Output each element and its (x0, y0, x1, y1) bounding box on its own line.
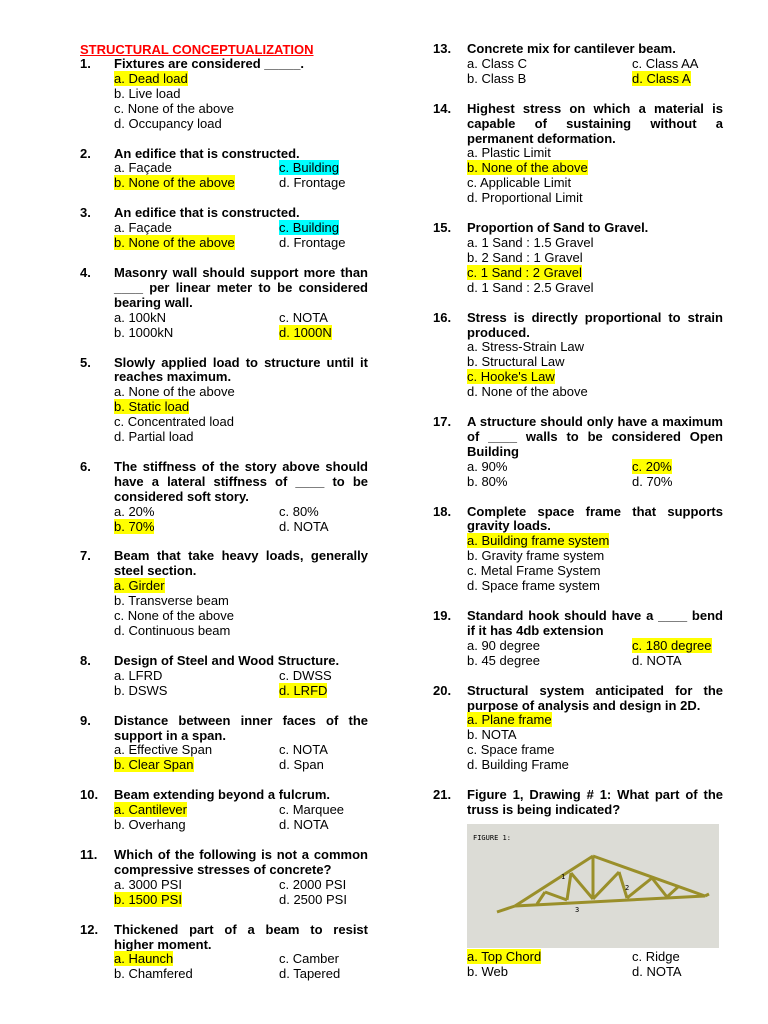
answer-choice (279, 743, 368, 758)
answer-choice (114, 878, 279, 893)
question-item (433, 684, 723, 773)
question-item (80, 266, 368, 341)
choice-list (114, 669, 368, 699)
choice-list (467, 639, 723, 669)
choice-text: a. 90 degree (467, 637, 541, 653)
question-stem: Highest stress on which a material is capable of sustaining without a permanent deformation. (467, 100, 723, 146)
choice-text: d. 1 Sand : 2.5 Gravel (467, 279, 594, 295)
question-stem: Stress is directly proportional to strain produced. (467, 309, 723, 340)
choice-text: c. 2000 PSI (279, 876, 347, 892)
answer-choice (632, 965, 723, 980)
truss-member (705, 894, 709, 896)
answer-choice (467, 355, 723, 370)
choice-text: a. 3000 PSI (114, 876, 182, 892)
answer-choice-highlighted (114, 952, 279, 967)
answer-choice-highlighted (114, 758, 279, 773)
answer-choice (279, 311, 368, 326)
choice-text: b. Class B (467, 70, 527, 86)
question-number: 17. (433, 414, 452, 430)
truss-member (545, 892, 567, 900)
answer-choice-highlighted (279, 221, 368, 236)
answer-choice (114, 684, 279, 699)
answer-choice-highlighted (114, 176, 279, 191)
answer-choice (114, 430, 368, 445)
choice-text: c. Camber (279, 951, 339, 967)
answer-choice-highlighted (279, 684, 368, 699)
choice-text: b. Chamfered (114, 966, 193, 982)
truss-drawing (467, 824, 719, 948)
left-question-list (80, 57, 368, 982)
answer-choice (114, 818, 279, 833)
question-number: 16. (433, 309, 452, 325)
answer-choice (114, 415, 368, 430)
choice-text: c. DWSS (279, 667, 332, 683)
choice-text: b. None of the above (467, 160, 588, 176)
choice-list (467, 460, 723, 490)
choice-text: b. None of the above (114, 175, 235, 191)
answer-choice (114, 102, 368, 117)
choice-text: c. None of the above (114, 608, 234, 624)
answer-choice-highlighted (279, 161, 368, 176)
answer-choice (467, 549, 723, 564)
question-stem: Beam extending beyond a fulcrum. (114, 787, 330, 803)
choice-text: c. 80% (279, 503, 319, 519)
answer-choice-highlighted (114, 579, 368, 594)
answer-choice (114, 161, 279, 176)
answer-choice-highlighted (114, 520, 279, 535)
answer-choice (467, 475, 632, 490)
choice-text: d. 2500 PSI (279, 891, 347, 907)
answer-choice (467, 176, 723, 191)
question-item (80, 848, 368, 908)
answer-choice (632, 950, 723, 965)
choice-list (114, 161, 368, 191)
question-item (80, 147, 368, 192)
question-stem: Fixtures are considered _____. (114, 56, 305, 71)
answer-choice (467, 460, 632, 475)
question-item (80, 654, 368, 699)
choice-text: d. 70% (632, 473, 673, 489)
choice-text: a. Building frame system (467, 533, 610, 549)
choice-text: d. NOTA (632, 963, 682, 979)
question-number: 14. (433, 100, 452, 116)
choice-text: c. NOTA (279, 742, 328, 758)
question-stem: An edifice that is constructed. (114, 205, 300, 221)
answer-choice (279, 878, 368, 893)
choice-text: b. Gravity frame system (467, 548, 605, 564)
choice-list (114, 803, 368, 833)
question-number: 11. (80, 846, 98, 862)
choice-text: c. Building (279, 160, 339, 176)
answer-choice-highlighted (632, 460, 723, 475)
answer-choice (467, 340, 723, 355)
question-stem: Design of Steel and Wood Structure. (114, 652, 340, 668)
answer-choice (467, 743, 723, 758)
truss-member (515, 856, 593, 906)
choice-text: a. LFRD (114, 667, 163, 683)
truss-figure-image (467, 824, 719, 948)
question-stem: Which of the following is not a common compressive stresses of concrete? (114, 846, 368, 877)
choice-text: c. Ridge (632, 948, 680, 964)
answer-choice (632, 654, 723, 669)
answer-choice (467, 654, 632, 669)
choice-text: a. 20% (114, 503, 155, 519)
choice-text: b. Static load (114, 399, 190, 415)
question-stem: Slowly applied load to structure until it reaches maximum. (114, 354, 368, 385)
question-stem: Beam that take heavy loads, generally steel section. (114, 548, 368, 579)
answer-choice (114, 311, 279, 326)
question-number: 6. (80, 458, 91, 474)
question-item (80, 57, 368, 132)
choice-text: b. 45 degree (467, 652, 541, 668)
question-item (80, 714, 368, 774)
choice-list (467, 236, 723, 296)
choice-text: c. Hooke's Law (467, 369, 555, 385)
choice-text: d. Frontage (279, 175, 346, 191)
choice-list (114, 311, 368, 341)
choice-list (467, 57, 723, 87)
choice-list (467, 713, 723, 773)
answer-choice-highlighted (114, 893, 279, 908)
question-number: 3. (80, 205, 91, 221)
choice-text: d. Continuous beam (114, 623, 231, 638)
question-number: 4. (80, 264, 91, 280)
answer-choice (279, 236, 368, 251)
choice-text: a. Façade (114, 220, 172, 236)
choice-text: a. 90% (467, 458, 508, 474)
choice-text: a. Façade (114, 160, 172, 176)
answer-choice (279, 893, 368, 908)
choice-text: b. 1000kN (114, 324, 174, 340)
choice-list (467, 340, 723, 400)
answer-choice (114, 385, 368, 400)
choice-text: d. None of the above (467, 384, 588, 400)
choice-text: a. Stress-Strain Law (467, 339, 585, 355)
answer-choice-highlighted (114, 72, 368, 87)
question-item (433, 415, 723, 490)
choice-text: b. Transverse beam (114, 593, 229, 609)
question-number: 2. (80, 145, 91, 161)
question-number: 8. (80, 652, 91, 668)
choice-text: b. Structural Law (467, 354, 565, 370)
choice-text: c. NOTA (279, 309, 328, 325)
answer-choice (467, 579, 723, 594)
answer-choice (114, 117, 368, 132)
choice-text: a. Top Chord (467, 948, 542, 964)
answer-choice (279, 758, 368, 773)
answer-choice-highlighted (467, 534, 723, 549)
choice-text: c. Building (279, 220, 339, 236)
choice-text: c. Class AA (632, 55, 699, 71)
question-stem: An edifice that is constructed. (114, 145, 300, 161)
question-number: 15. (433, 220, 452, 236)
choice-text: d. Occupancy load (114, 115, 222, 131)
answer-choice (279, 967, 368, 982)
choice-text: d. Space frame system (467, 578, 600, 594)
question-item (80, 460, 368, 535)
truss-member (567, 873, 571, 900)
choice-text: b. Live load (114, 85, 181, 101)
question-item (433, 42, 723, 87)
answer-choice-highlighted (114, 236, 279, 251)
choice-text: d. LRFD (279, 682, 328, 698)
answer-choice (279, 520, 368, 535)
choice-text: b. None of the above (114, 235, 235, 251)
choice-text: a. Girder (114, 578, 165, 594)
question-number: 18. (433, 503, 452, 519)
choice-text: a. Class C (467, 55, 527, 71)
answer-choice-highlighted (467, 161, 723, 176)
question-number: 19. (433, 608, 452, 623)
question-item (433, 221, 723, 296)
answer-choice (467, 564, 723, 579)
right-column (433, 42, 723, 995)
choice-list (467, 534, 723, 594)
choice-list (114, 743, 368, 773)
answer-choice-highlighted (467, 713, 723, 728)
question-item (80, 356, 368, 445)
truss-member (667, 886, 679, 897)
question-stem: Concrete mix for cantilever beam. (467, 41, 676, 56)
choice-text: b. 1500 PSI (114, 891, 182, 907)
answer-choice (114, 743, 279, 758)
choice-text: d. Tapered (279, 966, 341, 982)
truss-member (515, 896, 705, 906)
truss-member (593, 856, 705, 896)
answer-choice-highlighted (114, 400, 368, 415)
choice-text: d. Partial load (114, 429, 194, 445)
answer-choice (114, 594, 368, 609)
answer-choice (279, 952, 368, 967)
choice-text: c. Space frame (467, 742, 555, 758)
question-stem: A structure should only have a maximum of ____ walls to be considered Open Building (467, 414, 723, 459)
answer-choice (467, 57, 632, 72)
choice-list (114, 221, 368, 251)
answer-choice (467, 72, 632, 87)
choice-text: c. 180 degree (632, 637, 712, 653)
answer-choice (467, 385, 723, 400)
choice-text: d. Span (279, 757, 324, 773)
choice-text: b. DSWS (114, 682, 168, 698)
question-number: 10. (80, 787, 99, 803)
choice-list (114, 72, 368, 132)
answer-choice (467, 758, 723, 773)
figure-label: FIGURE 1: (473, 833, 511, 842)
choice-text: c. 20% (632, 458, 672, 474)
question-item (433, 311, 723, 400)
question-stem: The stiffness of the story above should have a lateral stiffness of ____ to be considered soft story. (114, 458, 368, 504)
choice-text: a. None of the above (114, 384, 235, 400)
answer-choice (114, 87, 368, 102)
answer-choice (114, 505, 279, 520)
question-number: 20. (433, 682, 452, 698)
choice-text: a. Cantilever (114, 802, 187, 818)
figure-marker: 2 (625, 883, 630, 892)
choice-text: d. 1000N (279, 324, 332, 340)
question-stem: Figure 1, Drawing # 1: What part of the truss is being indicated? (467, 787, 723, 817)
choice-text: b. Web (467, 963, 508, 979)
question-item (433, 102, 723, 206)
question-number: 1. (80, 56, 91, 71)
figure-marker: 3 (575, 905, 580, 914)
question-number: 21. (433, 787, 452, 803)
question-number: 13. (433, 41, 452, 56)
choice-text: c. 1 Sand : 2 Gravel (467, 264, 582, 280)
choice-text: d. Proportional Limit (467, 190, 583, 206)
answer-choice (279, 505, 368, 520)
answer-choice-highlighted (467, 950, 632, 965)
answer-choice (114, 624, 368, 639)
answer-choice-highlighted (114, 803, 279, 818)
choice-list (467, 950, 723, 980)
answer-choice (467, 965, 632, 980)
answer-choice (467, 251, 723, 266)
truss-member (627, 878, 652, 898)
choice-text: d. NOTA (632, 652, 682, 668)
choice-list (114, 579, 368, 639)
choice-text: d. Class A (632, 70, 691, 86)
choice-text: b. Clear Span (114, 757, 194, 773)
truss-member (537, 892, 545, 904)
question-item (433, 788, 723, 980)
choice-text: a. Effective Span (114, 742, 213, 758)
choice-list (114, 878, 368, 908)
question-item (80, 549, 368, 638)
right-question-list (433, 42, 723, 980)
choice-list (467, 146, 723, 206)
left-column (80, 42, 368, 997)
question-item (80, 206, 368, 251)
answer-choice-highlighted (632, 72, 723, 87)
answer-choice (114, 669, 279, 684)
question-stem: Proportion of Sand to Gravel. (467, 220, 649, 236)
choice-text: c. Metal Frame System (467, 563, 601, 579)
question-item (80, 923, 368, 983)
answer-choice-highlighted (467, 266, 723, 281)
answer-choice (114, 221, 279, 236)
answer-choice (467, 728, 723, 743)
question-stem: Distance between inner faces of the support in a span. (114, 712, 368, 743)
choice-text: a. Dead load (114, 70, 188, 86)
choice-text: d. Building Frame (467, 757, 569, 773)
answer-choice (279, 818, 368, 833)
choice-text: c. None of the above (114, 100, 234, 116)
figure-marker: 1 (561, 872, 566, 881)
answer-choice (467, 146, 723, 161)
answer-choice (632, 57, 723, 72)
choice-text: a. Plastic Limit (467, 145, 551, 161)
choice-text: d. NOTA (279, 518, 329, 534)
question-number: 5. (80, 354, 91, 370)
choice-text: d. NOTA (279, 817, 329, 833)
answer-choice (467, 191, 723, 206)
question-number: 12. (80, 921, 99, 937)
question-stem: Masonry wall should support more than ____ per linear meter to be considered bearing wall. (114, 264, 368, 310)
choice-text: d. Frontage (279, 235, 346, 251)
answer-choice (279, 803, 368, 818)
choice-list (114, 385, 368, 445)
truss-member (593, 872, 619, 899)
question-stem: Standard hook should have a ____ bend if it has 4db extension (467, 608, 723, 638)
answer-choice-highlighted (279, 326, 368, 341)
choice-text: b. 2 Sand : 1 Gravel (467, 249, 583, 265)
choice-list (114, 952, 368, 982)
answer-choice (279, 176, 368, 191)
question-stem: Thickened part of a beam to resist higher moment. (114, 921, 368, 952)
choice-list (114, 505, 368, 535)
choice-text: a. 100kN (114, 309, 167, 325)
choice-text: b. 80% (467, 473, 508, 489)
question-number: 9. (80, 712, 91, 728)
choice-text: b. 70% (114, 518, 155, 534)
answer-choice (279, 669, 368, 684)
answer-choice (114, 967, 279, 982)
truss-member (571, 873, 593, 899)
answer-choice-highlighted (467, 370, 723, 385)
choice-text: a. Haunch (114, 951, 174, 967)
answer-choice (467, 236, 723, 251)
choice-text: a. 1 Sand : 1.5 Gravel (467, 234, 594, 250)
question-item (80, 788, 368, 833)
choice-text: c. Concentrated load (114, 414, 234, 430)
choice-text: b. NOTA (467, 727, 517, 743)
answer-choice (114, 609, 368, 624)
question-number: 7. (80, 548, 91, 564)
answer-choice-highlighted (632, 639, 723, 654)
answer-choice (467, 281, 723, 296)
document-title: STRUCTURAL CONCEPTUALIZATION (80, 42, 314, 57)
question-stem: Structural system anticipated for the purpose of analysis and design in 2D. (467, 682, 723, 713)
answer-choice (632, 475, 723, 490)
question-item (433, 609, 723, 669)
choice-text: a. Plane frame (467, 712, 552, 728)
answer-choice (114, 326, 279, 341)
question-stem: Complete space frame that supports gravity loads. (467, 503, 723, 534)
answer-choice (467, 639, 632, 654)
truss-member (497, 906, 515, 912)
question-item (433, 505, 723, 594)
choice-text: b. Overhang (114, 817, 186, 833)
choice-text: c. Marquee (279, 802, 345, 818)
choice-text: c. Applicable Limit (467, 175, 572, 191)
